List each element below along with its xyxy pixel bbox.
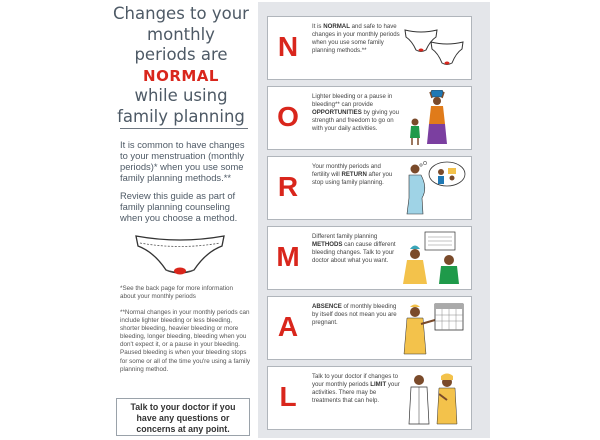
card-o — [267, 86, 472, 150]
card-keyword: NORMAL — [323, 23, 350, 30]
title-highlight: NORMAL — [143, 66, 219, 85]
card-n — [267, 16, 472, 80]
title-line-1: Changes to your — [113, 4, 249, 23]
card-letter: O — [277, 101, 299, 132]
card-keyword: LIMIT — [370, 380, 387, 388]
title-line-3: periods are — [134, 45, 228, 64]
card-m — [267, 226, 472, 290]
footnote-back-page: *See the back page for more information about your monthly periods — [120, 285, 234, 300]
card-keyword: OPPORTUNITIES — [312, 108, 362, 116]
title-divider — [120, 128, 248, 129]
title-line-2: monthly — [147, 24, 215, 44]
card-a — [267, 296, 472, 360]
card-text: It is NORMAL and safe to have changes in your monthly periods when you use some family planning methods.** — [312, 23, 400, 54]
card-letter: L — [279, 381, 297, 412]
card-text: Talk to your doctor if changes to your monthly periods LIMIT your activities. There may be treatments that can help. — [312, 373, 400, 404]
card-letter: N — [277, 31, 299, 62]
calendar-woman-icon — [401, 300, 467, 356]
card-text: Different family planning METHODS can cause different bleeding changes. Talk to your doctor about what you want. — [312, 233, 396, 264]
two-underwear-icon — [401, 20, 467, 76]
card-text: ABSENCE of monthly bleeding by itself does not mean you are pregnant. — [312, 303, 397, 326]
card-keyword: RETURN — [341, 170, 367, 178]
pregnant-woman-icon — [401, 160, 467, 216]
doctor-patient-icon — [401, 370, 467, 426]
card-letter: M — [276, 241, 300, 272]
page-title — [110, 4, 252, 127]
card-r — [267, 156, 472, 220]
footnote-normal-changes: **Normal changes in your monthly periods can include lighter bleeding or less bleeding, shorter bleeding, heavier bleeding or more bleeding, longer bleeding, bleeding when you don't expect it, or a pause in your bleeding. Paused bleeding is when your bleeding stops for some or all of the time you're using a family planning method. — [120, 309, 250, 373]
counseling-chart-icon — [401, 230, 467, 286]
title-line-4: while using — [134, 86, 228, 105]
left-column — [110, 0, 252, 440]
card-letter: R — [277, 171, 299, 202]
normal-acronym-panel — [258, 2, 490, 438]
card-keyword: METHODS — [312, 240, 343, 248]
intro-text: It is common to have changes to your menstruation (monthly periods)* when you use some family planning methods.** — [120, 139, 245, 183]
review-text: Review this guide as part of family planning counseling when you choose a method. — [120, 190, 238, 223]
card-letter: A — [277, 311, 299, 342]
card-l — [267, 366, 472, 430]
card-keyword: ABSENCE — [312, 303, 342, 310]
card-text: Lighter bleeding or a pause in bleeding** can provide OPPORTUNITIES by giving you strength and freedom to go on with your daily activities. — [312, 93, 400, 132]
talk-to-doctor-box: Talk to your doctor if you have any questions or concerns at any point. — [116, 398, 250, 436]
woman-carrying-water-icon — [401, 90, 467, 146]
title-line-5: family planning — [117, 106, 245, 126]
underwear-icon — [132, 230, 228, 283]
card-text: Your monthly periods and fertility will RETURN after you stop using family planning. — [312, 163, 393, 186]
